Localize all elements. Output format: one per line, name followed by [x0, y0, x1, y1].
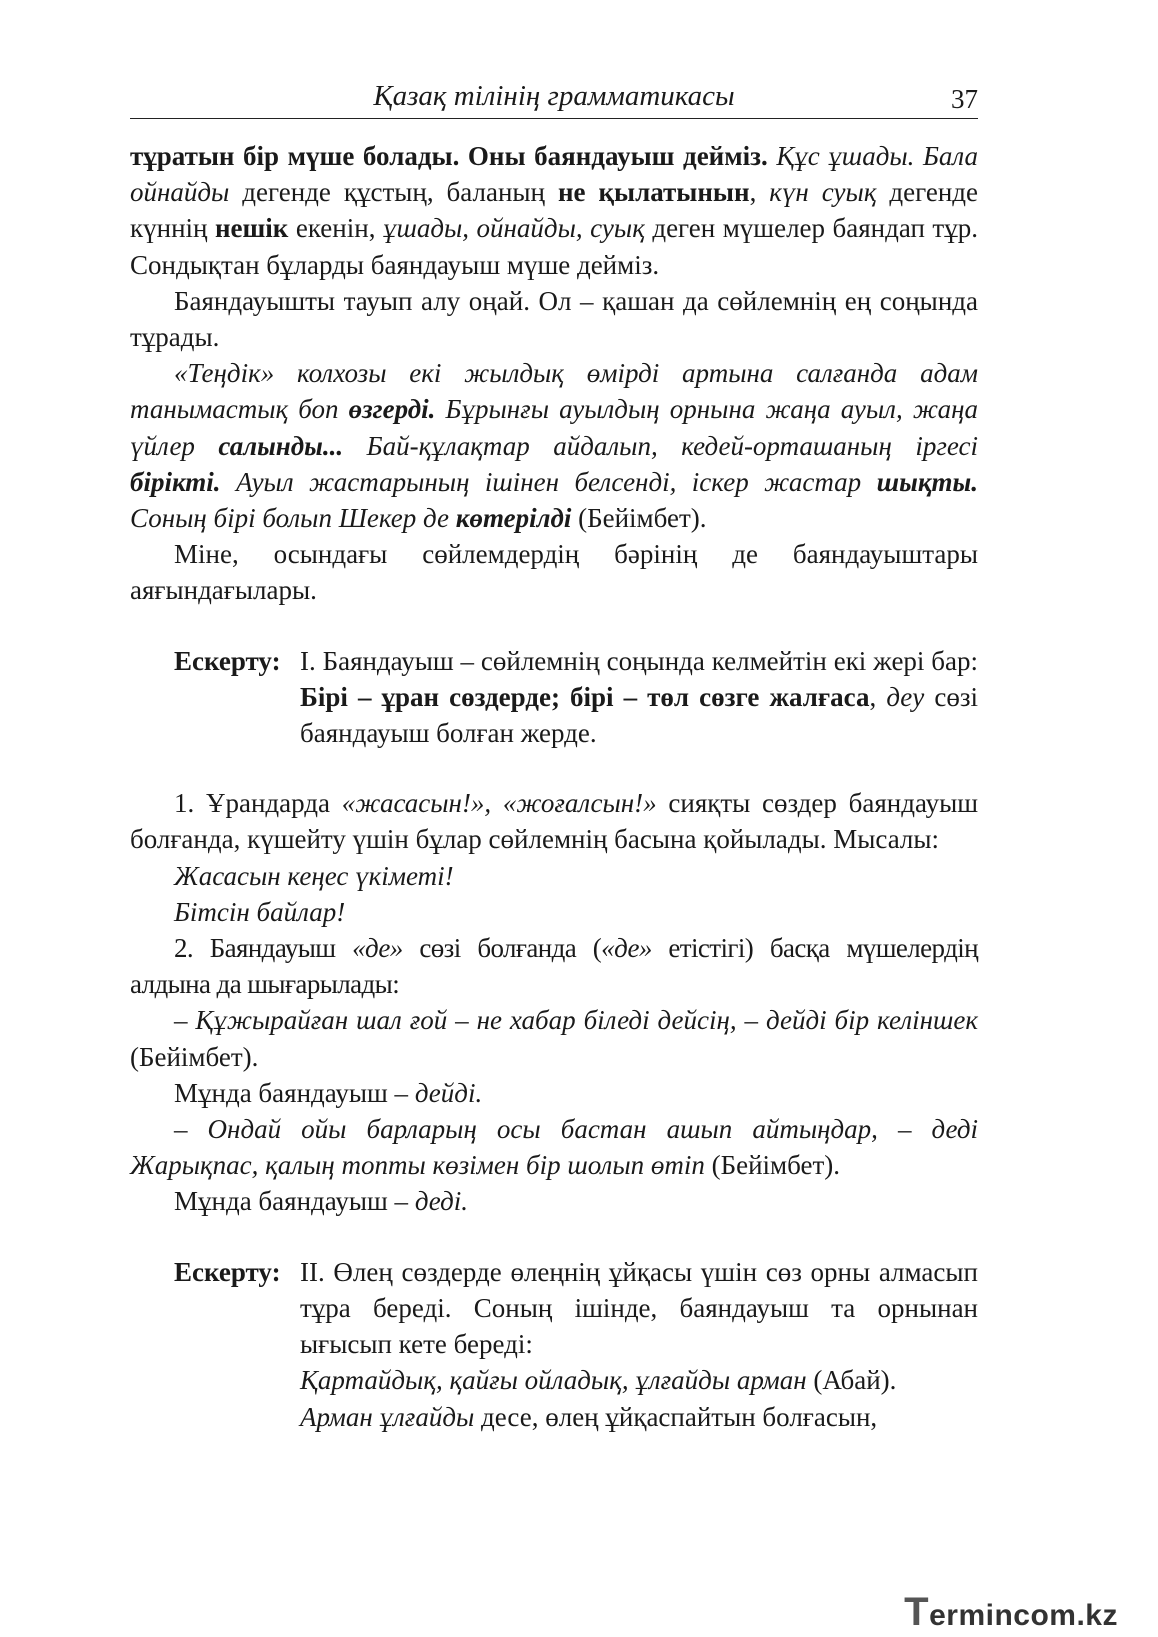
paragraph-6 — [130, 930, 978, 1002]
text-run: дегенде құстың, баланың — [229, 177, 558, 208]
note-2-continuation — [130, 1399, 978, 1435]
italic-quote: – Құжырайған шал ғой – не хабар біледі дейсің, – дейді бір келіншек — [174, 1005, 978, 1036]
text-run: сөзі баяндауыш болған жерде. — [300, 681, 979, 749]
source-citation: (Бейімбет). — [704, 1150, 841, 1181]
watermark-text: ermincom.kz — [929, 1599, 1118, 1632]
italic-example: «де» — [601, 933, 652, 964]
bold-phrase: тұратын бір мүше болады. Оны баяндауыш дейміз. — [130, 141, 768, 171]
paragraph-2: Баяндауышты тауып алу оңай. Ол – қашан да сөйлемнің ең соңында тұрады. — [130, 285, 978, 353]
italic-example: күн суық — [769, 177, 877, 208]
paragraph-4: Міне, осындағы сөйлемдердің бәрінің де баяндауыштары аяғындағылары. — [130, 539, 978, 606]
note-2 — [130, 1254, 978, 1363]
paragraph-9 — [130, 1111, 978, 1183]
italic-run: Ауыл жастарының ішінен белсенді, іскер жастар — [220, 466, 877, 497]
italic-example: Арман ұлғайды — [300, 1401, 475, 1432]
note-2-verse-line — [130, 1362, 978, 1398]
italic-example: ұшады, ойнайды, суық — [382, 213, 645, 244]
example-line-2: Бітсін байлар! — [174, 896, 346, 927]
paragraph-7 — [130, 1002, 978, 1074]
spacer — [130, 751, 978, 785]
bold-predicate: бірікті. — [130, 466, 221, 497]
text-run: екенін, — [288, 213, 383, 244]
italic-example: деу — [886, 681, 925, 712]
text-run: сөзі болғанда ( — [402, 933, 602, 964]
text-run: десе, өлең ұйқаспайтын болғасын, — [474, 1401, 878, 1432]
text-run: етістігі) басқа мүшелердің алдына да шығарылады: — [130, 933, 978, 1000]
text-run: I. Баяндауыш – сөйлемнің соңында келмейтін екі жері бар: — [300, 645, 978, 676]
text-run: деген мүшелер баяндап тұр. Сондықтан бұларды баяндауыш мүше дейміз. — [130, 213, 978, 280]
text-run: 2. Баяндауыш — [174, 933, 353, 964]
page-header — [130, 78, 978, 119]
bold-predicate: көтерілді — [455, 503, 572, 534]
text-run: Мұнда баяндауыш – — [174, 1186, 415, 1217]
text-run: II. Өлең сөздерде өлеңнің ұйқасы үшін сөз орны алмасып тұра береді. Соның ішінде, баяндауыш та орнынан ығысып кете береді: — [300, 1256, 978, 1360]
paragraph-5 — [130, 785, 978, 857]
note-1 — [130, 643, 978, 752]
italic-example: «де» — [352, 933, 403, 964]
site-watermark-logo — [904, 1590, 1118, 1635]
italic-example: дейді. — [414, 1077, 483, 1108]
paragraph-8 — [130, 1075, 978, 1111]
watermark-lead-letter: T — [904, 1590, 930, 1634]
italic-example: деді. — [414, 1186, 469, 1217]
text-run: дегенде күннің — [130, 177, 979, 244]
bold-predicate: салынды... — [218, 430, 344, 461]
italic-quote: – Ондай ойы барларың осы бастан ашып айтыңдар, – деді Жарықпас, қалың топты көзімен бір шолып өтіп — [130, 1114, 978, 1181]
bold-predicate: шықты. — [876, 466, 978, 497]
bold-phrase: нешік — [214, 213, 289, 244]
italic-run: Бай-құлақтар айдалып, кедей-орташаның іргесі — [343, 430, 978, 461]
italic-verse: Қартайдық, қайғы ойладық, ұлғайды арман — [300, 1365, 807, 1396]
text-run: сияқты сөздер баяндауыш болғанда, күшейту үшін бұлар сөйлемнің басына қойылады. Мысалы: — [130, 788, 978, 855]
bold-phrase: не қылатынын — [557, 177, 750, 208]
bold-predicate: өзгерді. — [348, 394, 436, 425]
italic-run: «Теңдік» колхозы екі жылдық өмірді артына салғанда адам танымастық боп — [130, 358, 978, 425]
text-run: , — [869, 681, 887, 712]
note-label: Ескерту: — [174, 1256, 281, 1287]
paragraph-10 — [130, 1183, 978, 1219]
source-citation: (Абай). — [806, 1365, 897, 1396]
text-run: 1. Ұрандарда — [174, 788, 342, 819]
running-title: Қазақ тілінің грамматикасы — [373, 80, 735, 112]
italic-example: «жасасын!», «жоғалсын!» — [341, 788, 657, 819]
example-line-1: Жасасын кеңес үкіметі! — [174, 860, 454, 891]
text-run: Мұнда баяндауыш – — [174, 1077, 415, 1108]
spacer — [130, 609, 978, 643]
source-citation: (Бейімбет). — [571, 503, 707, 534]
spacer — [130, 1220, 978, 1254]
italic-example: Құс ұшады. Бала ойнайды — [130, 141, 978, 208]
bold-phrase: Бірі – ұран сөздерде; бірі – төл сөзге жалғаса — [300, 681, 870, 712]
page-number: 37 — [951, 84, 978, 114]
source-citation: (Бейімбет). — [130, 1041, 259, 1072]
paragraph-1 — [130, 138, 978, 283]
italic-run: Соның бірі болып Шекер де — [130, 503, 456, 534]
note-label: Ескерту: — [174, 645, 281, 676]
page-body — [130, 138, 978, 1435]
paragraph-3 — [130, 355, 978, 536]
italic-run: Бұрынғы ауылдың орнына жаңа ауыл, жаңа үйлер — [130, 394, 978, 461]
text-run: , — [749, 177, 770, 208]
